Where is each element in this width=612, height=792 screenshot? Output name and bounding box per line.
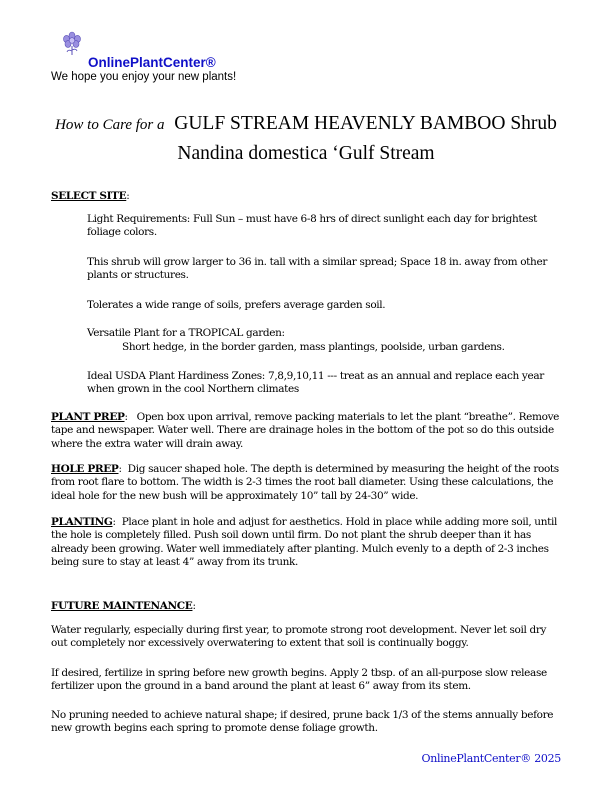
- light-requirements: Light Requirements: Full Sun – must have 6-8 hrs of direct sunlight each day for brightest foliage colors.: [87, 213, 538, 239]
- page-title: [0, 113, 612, 135]
- future-maintenance-heading-row: FUTURE MAINTENANCE:: [51, 600, 196, 612]
- hole-prep-text: Dig saucer shaped hole. The depth is determined by measuring the height of the roots from root flare to bottom. The width is 2-3 times the root ball diameter. Using these calculations, the ideal hole for the new bush will be approximately 10” tall by 24-30” wide.: [51, 463, 559, 502]
- planting-section: PLANTING: Place plant in hole and adjust for aesthetics. Hold in place while adding more soil, until the hole is completely filled. Push soil down until firm. Do not plant the shrub deeper than it has already been growing. Water well immediately after planting. Mulch evenly to a depth of 2-3 inches being sure to stay at least 4” away from its trunk.: [51, 516, 558, 569]
- title-prefix: How to Care for a: [55, 117, 165, 133]
- plant-size: This shrub will grow larger to 36 in. tall with a similar spread; Space 18 in. away from other plants or structures.: [87, 256, 548, 282]
- flower-logo-icon: [60, 30, 84, 56]
- botanical-name: Nandina domestica ‘Gulf Stream: [177, 143, 435, 164]
- versatile-plant: Versatile Plant for a TROPICAL garden:: [87, 327, 285, 339]
- pruning-instructions: No pruning needed to achieve natural shape; if desired, prune back 1/3 of the stems annually before new growth begins each spring to promote dense foliage growth.: [51, 709, 554, 735]
- tagline: We hope you enjoy your new plants!: [51, 71, 237, 83]
- soil-tolerance: Tolerates a wide range of soils, prefers average garden soil.: [87, 299, 386, 311]
- plant-prep-text: Open box upon arrival, remove packing materials to let the plant “breathe”. Remove tape and newspaper. Water well. There are drainage holes in the bottom of the pot so do this outside where the extra water will drain away.: [51, 411, 560, 450]
- plant-uses: Short hedge, in the border garden, mass plantings, poolside, urban gardens.: [122, 341, 505, 353]
- planting-text: Place plant in hole and adjust for aesthetics. Hold in place while adding more soil, until the hole is completely filled. Push soil down until firm. Do not plant the shrub deeper than it has already been growing. Water well immediately after planting. Mulch evenly to a depth of 2-3 inches being sure to stay at least 4” away from its trunk.: [51, 516, 558, 569]
- hardiness-zones: Ideal USDA Plant Hardiness Zones: 7,8,9,10,11 --- treat as an annual and replace each year when grown in the cool Northern climates: [87, 370, 544, 396]
- future-maintenance-heading: FUTURE MAINTENANCE: [51, 600, 193, 612]
- hole-prep-heading: HOLE PREP: [51, 463, 119, 475]
- select-site-heading-row: SELECT SITE:: [51, 190, 130, 202]
- hole-prep-section: HOLE PREP: Dig saucer shaped hole. The depth is determined by measuring the height of the roots from root flare to bottom. The width is 2-3 times the root ball diameter. Using these calculations, the ideal hole for the new bush will be approximately 10” tall by 24-30” wide.: [51, 463, 559, 502]
- planting-heading: PLANTING: [51, 516, 113, 528]
- plant-prep-heading: PLANT PREP: [51, 411, 125, 423]
- footer-copyright: OnlinePlantCenter® 2025: [421, 752, 561, 765]
- watering-instructions: Water regularly, especially during first year, to promote strong root development. Never let soil dry out completely nor excessively overwatering to extent that soil is continually boggy.: [51, 624, 547, 650]
- fertilizing-instructions: If desired, fertilize in spring before new growth begins. Apply 2 tbsp. of an all-purpose slow release fertilizer upon the ground in a band around the plant at least 6” away from its stem.: [51, 667, 547, 693]
- brand-name: OnlinePlantCenter®: [88, 55, 216, 70]
- plant-prep-section: PLANT PREP: Open box upon arrival, remove packing materials to let the plant “breathe”. Remove tape and newspaper. Water well. There are drainage holes in the bottom of the pot so do this outside where the extra water will drain away.: [51, 411, 560, 450]
- select-site-heading: SELECT SITE: [51, 190, 127, 202]
- plant-name: GULF STREAM HEAVENLY BAMBOO Shrub: [174, 113, 557, 134]
